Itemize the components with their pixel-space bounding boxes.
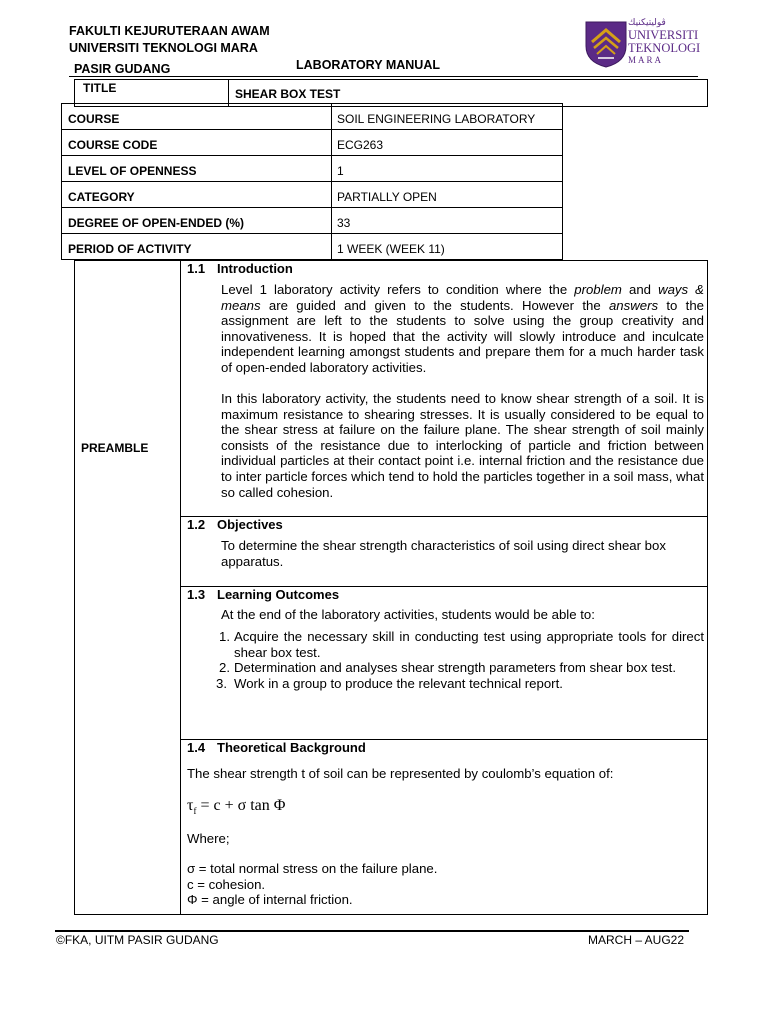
faculty-name: FAKULTI KEJURUTERAAN AWAM	[69, 24, 270, 38]
objectives-heading: 1.2 Objectives	[187, 517, 283, 532]
course-value: SOIL ENGINEERING LABORATORY	[337, 112, 536, 126]
logo-line3: MARA	[628, 55, 664, 65]
category-value: PARTIALLY OPEN	[337, 190, 437, 204]
def-sigma: σ = total normal stress on the failure plane.	[187, 861, 438, 876]
logo-script: ڤوليتيكنيك	[628, 18, 666, 28]
outcomes-intro: At the end of the laboratory activities, students would be able to:	[221, 607, 595, 622]
open-ended-value: 33	[337, 216, 351, 230]
theory-heading: 1.4 Theoretical Background	[187, 740, 366, 755]
campus-name: PASIR GUDANG	[74, 62, 171, 76]
period-label: PERIOD OF ACTIVITY	[68, 242, 192, 256]
def-cohesion: c = cohesion.	[187, 877, 266, 892]
openness-label: LEVEL OF OPENNESS	[68, 164, 197, 178]
logo-line2: TEKNOLOGI	[628, 41, 701, 55]
uitm-crest-icon	[584, 20, 628, 68]
title-value: SHEAR BOX TEST	[235, 87, 341, 101]
theory-intro: The shear strength t of soil can be represented by coulomb’s equation of:	[187, 766, 614, 781]
list-item: 2. Determination and analyses shear strength parameters from shear box test.	[219, 660, 677, 676]
header-rule	[69, 76, 698, 77]
def-phi: Φ = angle of internal friction.	[187, 892, 353, 907]
footer-rule	[55, 930, 689, 932]
category-label: CATEGORY	[68, 190, 135, 204]
preamble-label: PREAMBLE	[81, 441, 149, 455]
intro-paragraph-2: In this laboratory activity, the students need to know shear strength of a soil. It is maximum resistance to shearing stresses. It is usually considered to be equal to the shear stress at failure on the failure plane. The shear strength of soil mainly consists of the resistance due to interlocking of particle and friction between individual particles at their contact point i.e. internal friction and the resistance due to inter particle forces which tend to hold the particles together in a soil mass, what so called cohesion.	[221, 391, 704, 500]
footer-right: MARCH – AUG22	[588, 933, 685, 947]
openness-value: 1	[337, 164, 344, 178]
footer-left: ©FKA, UITM PASIR GUDANG	[56, 933, 219, 947]
university-name: UNIVERSITI TEKNOLOGI MARA	[69, 41, 258, 55]
theory-where: Where;	[187, 831, 230, 846]
intro-heading: 1.1 Introduction	[187, 261, 293, 276]
objectives-text: To determine the shear strength characteristics of soil using direct shear box apparatus.	[221, 538, 666, 569]
list-item: 3. Work in a group to produce the relevant technical report.	[216, 675, 563, 691]
outcomes-heading: 1.3 Learning Outcomes	[187, 587, 340, 602]
doc-type: LABORATORY MANUAL	[296, 58, 440, 72]
course-code-label: COURSE CODE	[68, 138, 158, 152]
outcomes-list	[216, 629, 704, 691]
coulomb-equation: $\tau_f = c + \sigma$ tan Φ	[187, 797, 286, 817]
course-code-value: ECG263	[337, 138, 384, 152]
list-item: 1. Acquire the necessary skill in conducting test using appropriate tools for direct shear box test.	[219, 629, 704, 660]
uitm-logo	[584, 18, 702, 70]
title-label: TITLE	[83, 81, 117, 95]
course-label: COURSE	[68, 112, 120, 126]
period-value: 1 WEEK (WEEK 11)	[337, 242, 445, 256]
intro-paragraph-1: Level 1 laboratory activity refers to condition where the problem and ways & means are guided and given to the students. However the answers to the assignment are left to the students to solve using the group creativity and innovativeness. It is hoped that the activity will slowly introduce and inculcate independent learning amongst students and prepare them for a much harder task of open-ended laboratory activities.	[221, 282, 704, 375]
open-ended-label: DEGREE OF OPEN-ENDED (%)	[68, 216, 245, 230]
logo-line1: UNIVERSITI	[628, 28, 699, 42]
